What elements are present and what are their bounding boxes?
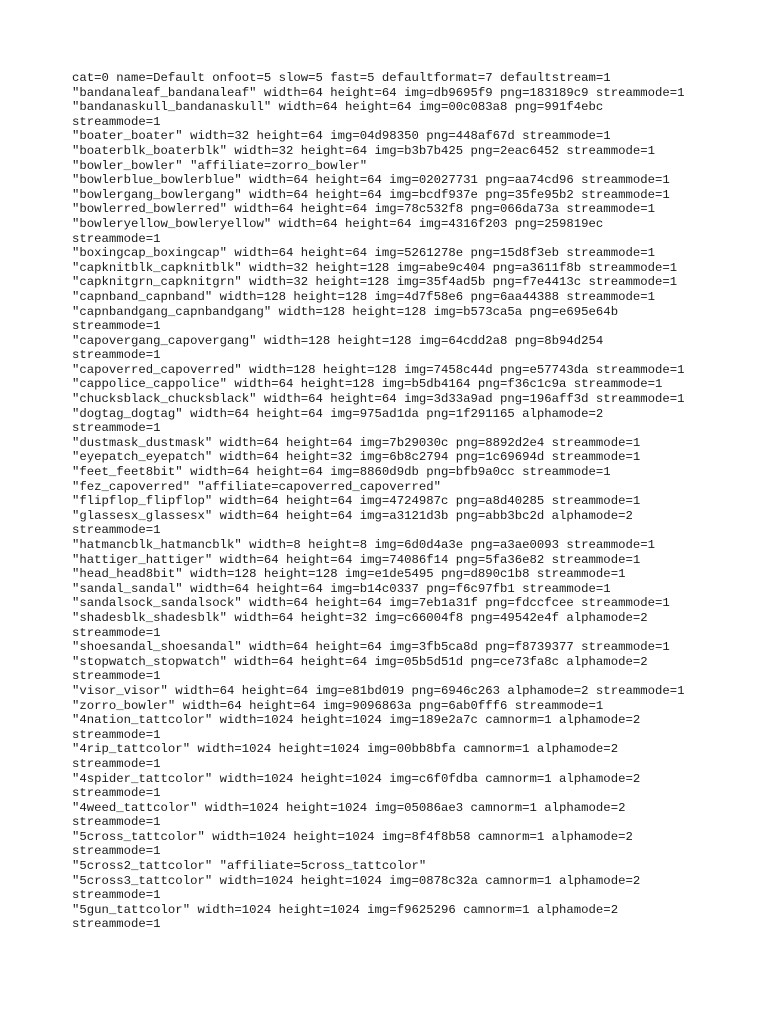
text-line: streammode=1 bbox=[72, 815, 161, 830]
text-line: "visor_visor" width=64 height=64 img=e81bd019 png=6946c263 alphamode=2 streammode=1 bbox=[72, 683, 685, 698]
text-line: "bandanaskull_bandanaskull" width=64 height=64 img=00c083a8 png=991f4ebc bbox=[72, 100, 604, 115]
text-line: "5cross_tattcolor" width=1024 height=1024 img=8f4f8b58 camnorm=1 alphamode=2 bbox=[72, 829, 633, 844]
text-line: streammode=1 bbox=[72, 231, 161, 246]
text-line: streammode=1 bbox=[72, 669, 161, 684]
text-line: "feet_feet8bit" width=64 height=64 img=8860d9db png=bfb9a0cc streammode=1 bbox=[72, 465, 611, 480]
text-line: "4rip_tattcolor" width=1024 height=1024 img=00bb8bfa camnorm=1 alphamode=2 bbox=[72, 742, 619, 757]
text-line: streammode=1 bbox=[72, 917, 161, 932]
text-line: "eyepatch_eyepatch" width=64 height=32 img=6b8c2794 png=1c69694d streammode=1 bbox=[72, 450, 641, 465]
text-line: "bowler_bowler" "affiliate=zorro_bowler" bbox=[72, 158, 368, 173]
text-line: "4nation_tattcolor" width=1024 height=1024 img=189e2a7c camnorm=1 alphamode=2 bbox=[72, 713, 641, 728]
text-line: "4spider_tattcolor" width=1024 height=1024 img=c6f0fdba camnorm=1 alphamode=2 bbox=[72, 771, 641, 786]
text-line: streammode=1 bbox=[72, 523, 161, 538]
text-line: "bowlergang_bowlergang" width=64 height=64 img=bcdf937e png=35fe95b2 streammode=1 bbox=[72, 187, 670, 202]
text-line: streammode=1 bbox=[72, 844, 161, 859]
text-line: streammode=1 bbox=[72, 319, 161, 334]
text-line: "capnband_capnband" width=128 height=128 img=4d7f58e6 png=6aa44388 streammode=1 bbox=[72, 289, 655, 304]
text-line: "boater_boater" width=32 height=64 img=04d98350 png=448af67d streammode=1 bbox=[72, 129, 611, 144]
text-line: "zorro_bowler" width=64 height=64 img=9096863a png=6ab0fff6 streammode=1 bbox=[72, 698, 604, 713]
text-line: "capnbandgang_capnbandgang" width=128 height=128 img=b573ca5a png=e695e64b bbox=[72, 304, 619, 319]
text-line: "5cross3_tattcolor" width=1024 height=1024 img=0878c32a camnorm=1 alphamode=2 bbox=[72, 873, 641, 888]
text-line: "dogtag_dogtag" width=64 height=64 img=975ad1da png=1f291165 alphamode=2 bbox=[72, 406, 604, 421]
text-line: "5gun_tattcolor" width=1024 height=1024 img=f9625296 camnorm=1 alphamode=2 bbox=[72, 902, 619, 917]
text-line: "flipflop_flipflop" width=64 height=64 img=4724987c png=a8d40285 streammode=1 bbox=[72, 494, 641, 509]
text-line: "sandalsock_sandalsock" width=64 height=64 img=7eb1a31f png=fdccfcee streammode=1 bbox=[72, 596, 670, 611]
text-line: streammode=1 bbox=[72, 348, 161, 363]
text-line: "4weed_tattcolor" width=1024 height=1024 img=05086ae3 camnorm=1 alphamode=2 bbox=[72, 800, 626, 815]
text-line: "hattiger_hattiger" width=64 height=64 img=74086f14 png=5fa36e82 streammode=1 bbox=[72, 552, 641, 567]
text-line: "dustmask_dustmask" width=64 height=64 img=7b29030c png=8892d2e4 streammode=1 bbox=[72, 435, 641, 450]
text-line: "bowlerred_bowlerred" width=64 height=64 img=78c532f8 png=066da73a streammode=1 bbox=[72, 202, 655, 217]
text-line: "bowlerblue_bowlerblue" width=64 height=64 img=02027731 png=aa74cd96 streammode=1 bbox=[72, 173, 670, 188]
text-line: "shoesandal_shoesandal" width=64 height=64 img=3fb5ca8d png=f8739377 streammode=1 bbox=[72, 640, 670, 655]
text-line: "cappolice_cappolice" width=64 height=128 img=b5db4164 png=f36c1c9a streammode=1 bbox=[72, 377, 663, 392]
text-line: "capknitgrn_capknitgrn" width=32 height=128 img=35f4ad5b png=f7e4413c streammode=1 bbox=[72, 275, 678, 290]
text-line: "fez_capoverred" "affiliate=capoverred_capoverred" bbox=[72, 479, 441, 494]
text-line: "capoverred_capoverred" width=128 height=128 img=7458c44d png=e57743da streammode=1 bbox=[72, 362, 685, 377]
text-line: "sandal_sandal" width=64 height=64 img=b14c0337 png=f6c97fb1 streammode=1 bbox=[72, 581, 611, 596]
text-line: "head_head8bit" width=128 height=128 img=e1de5495 png=d890c1b8 streammode=1 bbox=[72, 567, 626, 582]
text-line: "glassesx_glassesx" width=64 height=64 img=a3121d3b png=abb3bc2d alphamode=2 bbox=[72, 508, 633, 523]
document-page bbox=[72, 71, 762, 932]
text-line: streammode=1 bbox=[72, 625, 161, 640]
text-line: "chucksblack_chucksblack" width=64 height=64 img=3d33a9ad png=196aff3d streammode=1 bbox=[72, 392, 685, 407]
text-line: streammode=1 bbox=[72, 756, 161, 771]
text-line: streammode=1 bbox=[72, 421, 161, 436]
text-line: "5cross2_tattcolor" "affiliate=5cross_tattcolor" bbox=[72, 859, 427, 874]
text-line: cat=0 name=Default onfoot=5 slow=5 fast=5 defaultformat=7 defaultstream=1 bbox=[72, 71, 611, 85]
text-line: "capovergang_capovergang" width=128 height=128 img=64cdd2a8 png=8b94d254 bbox=[72, 333, 604, 348]
text-line: "bowleryellow_bowleryellow" width=64 height=64 img=4316f203 png=259819ec bbox=[72, 216, 604, 231]
text-line: streammode=1 bbox=[72, 727, 161, 742]
text-line: "shadesblk_shadesblk" width=64 height=32 img=c66004f8 png=49542e4f alphamode=2 bbox=[72, 610, 648, 625]
text-line: streammode=1 bbox=[72, 786, 161, 801]
text-line: "bandanaleaf_bandanaleaf" width=64 height=64 img=db9695f9 png=183189c9 streammode=1 bbox=[72, 85, 685, 100]
text-line: "boaterblk_boaterblk" width=32 height=64 img=b3b7b425 png=2eac6452 streammode=1 bbox=[72, 143, 655, 158]
text-line: "hatmancblk_hatmancblk" width=8 height=8 img=6d0d4a3e png=a3ae0093 streammode=1 bbox=[72, 538, 655, 552]
text-line: "stopwatch_stopwatch" width=64 height=64 img=05b5d51d png=ce73fa8c alphamode=2 bbox=[72, 654, 648, 669]
text-line: "capknitblk_capknitblk" width=32 height=128 img=abe9c404 png=a3611f8b streammode=1 bbox=[72, 260, 678, 275]
text-line: "boxingcap_boxingcap" width=64 height=64 img=5261278e png=15d8f3eb streammode=1 bbox=[72, 246, 655, 261]
text-line: streammode=1 bbox=[72, 888, 161, 903]
text-line: streammode=1 bbox=[72, 114, 161, 129]
